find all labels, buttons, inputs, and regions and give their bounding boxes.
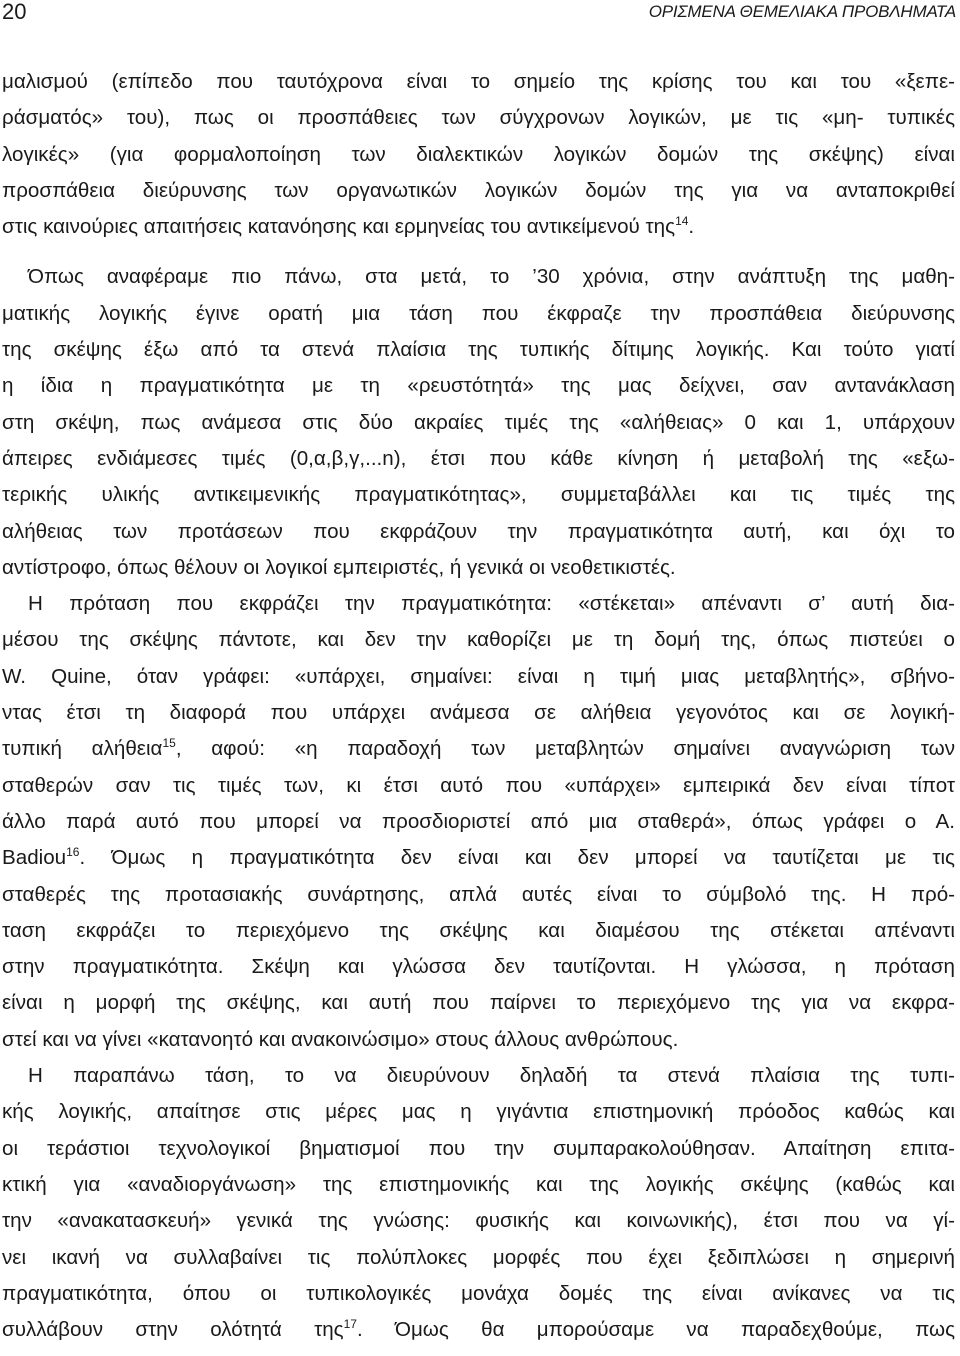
text-line: Badiou$^{16}$. Όμως η πραγματικότητα δεν είναι και δεν μπορεί να ταυτίζεται με τις xyxy=(2,845,955,870)
paragraph-3 xyxy=(2,1058,955,1348)
text-line: ταση εκφράζει το περιεχόμενο της σκέψης και διαμέσου της στέκεται απέναντι xyxy=(2,918,955,942)
footnote-ref: 17 xyxy=(343,1317,357,1332)
text-line: της σκέψης έξω από τα στενά πλαίσια της τυπικής δίτιμης λογικής. Και τούτο γιατί xyxy=(2,338,955,362)
text-line: μέσου της σκέψης πάντοτε, και δεν την καθορίζει με τη δομή της, όπως πιστεύει ο xyxy=(2,628,955,652)
text-line: ράσματός» του), πως οι προσπάθειες των σύγχρονων λογικών, με τις «μη- τυπικές xyxy=(2,106,955,130)
text-line: ντας έτσι τη διαφορά που υπάρχει ανάμεσα σε αλήθεια γεγονότος και σε λογική- xyxy=(2,701,955,725)
text-line: σταθερές της προτασιακής συνάρτησης, απλά αυτές είναι το σύμβολό της. Η πρό- xyxy=(2,882,955,906)
running-head: ΟΡΙΣΜΕΝΑ ΘΕΜΕΛΙΑΚΑ ΠΡΟΒΛΗΜΑΤΑ xyxy=(648,2,956,21)
text-line: οι τεράστιοι τεχνολογικοί βηματισμοί που την συμπαρακολούθησαν. Απαίτηση επιτα- xyxy=(2,1136,955,1160)
text-line: άλλο παρά αυτό που μπορεί να προσδιοριστεί από μια σταθερά», όπως γράφει ο Α. xyxy=(2,809,955,833)
paragraph-2 xyxy=(2,259,955,1058)
text-line: ματικής λογικής έγινε ορατή μια τάση που έκφραζε την προσπάθεια διεύρυνσης xyxy=(2,301,955,325)
text-line: Όπως αναφέραμε πιο πάνω, στα μετά, το ’30 χρόνια, στην ανάπτυξη της μαθη- xyxy=(28,265,955,289)
text-line: κής λογικής, απαίτησε στις μέρες μας η γιγάντια επιστημονική πρόοδος καθώς και xyxy=(2,1100,955,1124)
text-line: αντίστροφο, όπως θέλουν οι λογικοί εμπειριστές, ή γενικά οι νεοθετικιστές. xyxy=(2,555,676,579)
footnote-ref: 14 xyxy=(675,214,689,229)
text-line: τυπική αλήθεια$^{15}$, αφού: «η παραδοχή των μεταβλητών σημαίνει αναγνώριση των xyxy=(2,736,955,761)
text-line: την «ανακατασκευή» γενικά της γνώσης: φυσικής και κοινωνικής), έτσι που να γί- xyxy=(2,1209,955,1233)
text-line: συλλάβουν στην ολότητά της$^{17}$. Όμως θα μπορούσαμε να παραδεχθούμε, πως xyxy=(2,1317,955,1342)
text-line: η ίδια η πραγματικότητα με τη «ρευστότητά» της μας δείχνει, σαν αντανάκλαση xyxy=(2,374,955,398)
body-text xyxy=(2,64,955,1348)
text-line: στην πραγματικότητα. Σκέψη και γλώσσα δεν ταυτίζονται. Η γλώσσα, η πρόταση xyxy=(2,955,955,979)
text-line: μαλισμού (επίπεδο που ταυτόχρονα είναι το σημείο της κρίσης του και του «ξεπε- xyxy=(2,70,955,93)
text-line: νει ικανή να συλλαβαίνει τις πολύπλοκες μορφές που έχει ξεδιπλώσει η σημερινή xyxy=(2,1245,955,1269)
footnote-ref: 15 xyxy=(162,736,176,751)
text-line: αλήθειας των προτάσεων που εκφράζουν την πραγματικότητα αυτή, και όχι το xyxy=(2,519,955,543)
text-line: σταθερών σαν τις τιμές των, κι έτσι αυτό που «υπάρχει» εμπειρικά δεν είναι τίποτ xyxy=(2,773,955,797)
footnote-ref: 16 xyxy=(66,845,80,860)
paragraph-1 xyxy=(2,64,955,245)
text-line: στις καινούριες απαιτήσεις κατανόησης και ερμηνείας του αντικείμενού της$^{14}$. xyxy=(2,214,695,239)
text-line: πραγματικότητα, όπου οι τυπικολογικές μονάχα δομές της είναι ανίκανες να τις xyxy=(2,1281,955,1305)
text-line: λογικές» (για φορμαλοποίηση των διαλεκτικών λογικών δομών της σκέψης) είναι xyxy=(2,142,955,166)
text-line: στεί και να γίνει «κατανοητό και ανακοινώσιμο» στους άλλους ανθρώπους. xyxy=(2,1027,679,1051)
page-number: 20 xyxy=(2,0,27,24)
text-line: κτική για «αναδιοργάνωση» της επιστημονικής και της λογικής σκέψης (καθώς και xyxy=(2,1172,955,1196)
text-line: είναι η μορφή της σκέψης, και αυτή που παίρνει το περιεχόμενο της για να εκφρα- xyxy=(2,991,955,1015)
text-line: στη σκέψη, πως ανάμεσα στις δύο ακραίες τιμές της «αλήθειας» 0 και 1, υπάρχουν xyxy=(2,410,955,434)
page-header xyxy=(0,0,960,26)
text-line: άπειρες ενδιάμεσες τιμές (0,α,β,γ,...n), έτσι που κάθε κίνηση ή μεταβολή της «εξω- xyxy=(2,446,955,470)
text-line: προσπάθεια διεύρυνσης των οργανωτικών λογικών δομών της για να ανταποκριθεί xyxy=(2,178,955,202)
text-line: W. Quine, όταν γράφει: «υπάρχει, σημαίνει: είναι η τιμή μιας μεταβλητής», σβήνο- xyxy=(2,664,955,688)
text-line: Η πρόταση που εκφράζει την πραγματικότητα: «στέκεται» απέναντι σ’ αυτή δια- xyxy=(28,592,955,616)
text-line: τερικής υλικής αντικειμενικής πραγματικότητας», συμμεταβάλλει και τις τιμές της xyxy=(2,483,955,507)
text-line: Η παραπάνω τάση, το να διευρύνουν δηλαδή τα στενά πλαίσια της τυπι- xyxy=(28,1064,955,1088)
